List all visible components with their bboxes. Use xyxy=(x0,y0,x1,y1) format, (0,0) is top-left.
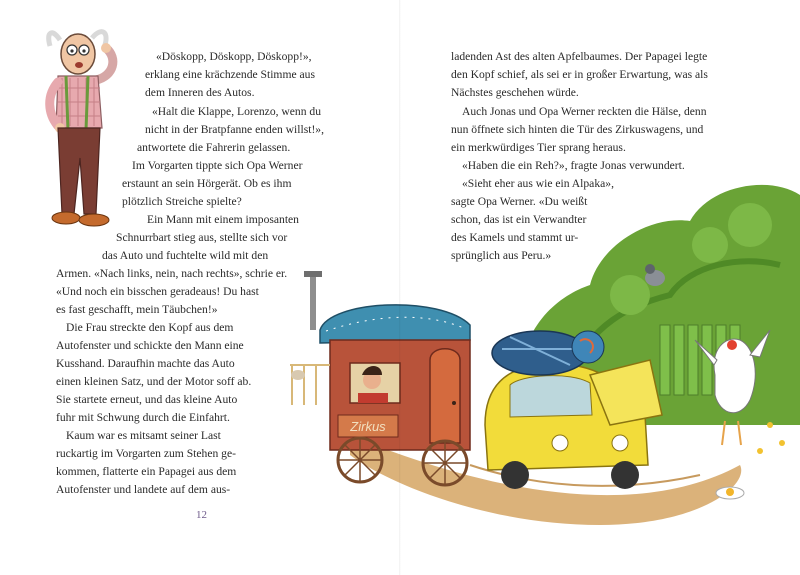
text-line: einen kleinen Satz, und der Motor soff ab. xyxy=(56,375,252,388)
text-line: Die Frau streckte den Kopf aus dem xyxy=(66,321,234,334)
text-line: es fast geschafft, mein Täubchen!» xyxy=(56,303,218,316)
text-line: erklang eine krächzende Stimme aus xyxy=(145,68,315,81)
text-line: dem Inneren des Autos. xyxy=(145,86,255,99)
text-line: nun öffnete sich hinten die Tür des Zirkuswagens, und xyxy=(451,123,704,136)
text-line: schon, das ist ein Verwandter xyxy=(451,213,587,226)
text-line: ruckartig im Vorgarten zum Stehen ge- xyxy=(56,447,236,460)
text-line: Ein Mann mit einem imposanten xyxy=(147,213,299,226)
page-gutter xyxy=(399,0,401,575)
wagon-sign: Zirkus xyxy=(350,419,386,434)
text-line: Armen. «Nach links, nein, nach rechts», schrie er. xyxy=(56,267,288,280)
text-line: ladenden Ast des alten Apfelbaumes. Der Papagei legte xyxy=(451,50,708,63)
text-line: antwortete die Fahrerin gelassen. xyxy=(137,141,291,154)
text-line: plötzlich Streiche spielte? xyxy=(122,195,242,208)
text-line: fuhr mit Schwung durch die Einfahrt. xyxy=(56,411,230,424)
text-line: Sie startete erneut, und das kleine Auto xyxy=(56,393,238,406)
text-line: «Halt die Klappe, Lorenzo, wenn du xyxy=(152,105,322,118)
text-line: «Haben die ein Reh?», fragte Jonas verwundert. xyxy=(462,159,685,172)
text-line: «Sieht eher aus wie ein Alpaka», xyxy=(462,177,614,190)
text-line: Nächstes geschehen würde. xyxy=(451,86,579,99)
text-line: kommen, flatterte ein Papagei aus dem xyxy=(56,465,237,478)
text-line: des Kamels und stammt ur- xyxy=(451,231,579,244)
text-line: Im Vorgarten tippte sich Opa Werner xyxy=(132,159,303,172)
text-line: «Döskopp, Döskopp, Döskopp!», xyxy=(156,50,312,63)
text-line: Kaum war es mitsamt seiner Last xyxy=(66,429,221,442)
text-line: Kusshand. Daraufhin machte das Auto xyxy=(56,357,235,370)
text-line: Autofenster und schickte den Mann eine xyxy=(56,339,244,352)
text-line: den Kopf schief, als sei er in großer Erwartung, was als xyxy=(451,68,708,81)
text-line: ein merkwürdiges Tier sprang heraus. xyxy=(451,141,626,154)
text-line: «Und noch ein bisschen geradeaus! Du hast xyxy=(56,285,259,298)
page-number: 12 xyxy=(196,509,207,521)
text-line: erstaunt an sein Hörgerät. Ob es ihm xyxy=(122,177,292,190)
text-line: das Auto und fuchtelte wild mit den xyxy=(102,249,269,262)
grandpa-illustration xyxy=(22,18,142,233)
text-line: Auch Jonas und Opa Werner reckten die Hälse, denn xyxy=(462,105,707,118)
text-line: nicht in der Bratpfanne enden willst!», xyxy=(145,123,325,136)
text-line: Schnurrbart stieg aus, stellte sich vor xyxy=(116,231,288,244)
text-line: sagte Opa Werner. «Du weißt xyxy=(451,195,588,208)
text-line: sprünglich aus Peru.» xyxy=(451,249,552,262)
circus-wagon-scene xyxy=(270,125,800,535)
text-line: Autofenster und landete auf dem aus- xyxy=(56,483,231,496)
